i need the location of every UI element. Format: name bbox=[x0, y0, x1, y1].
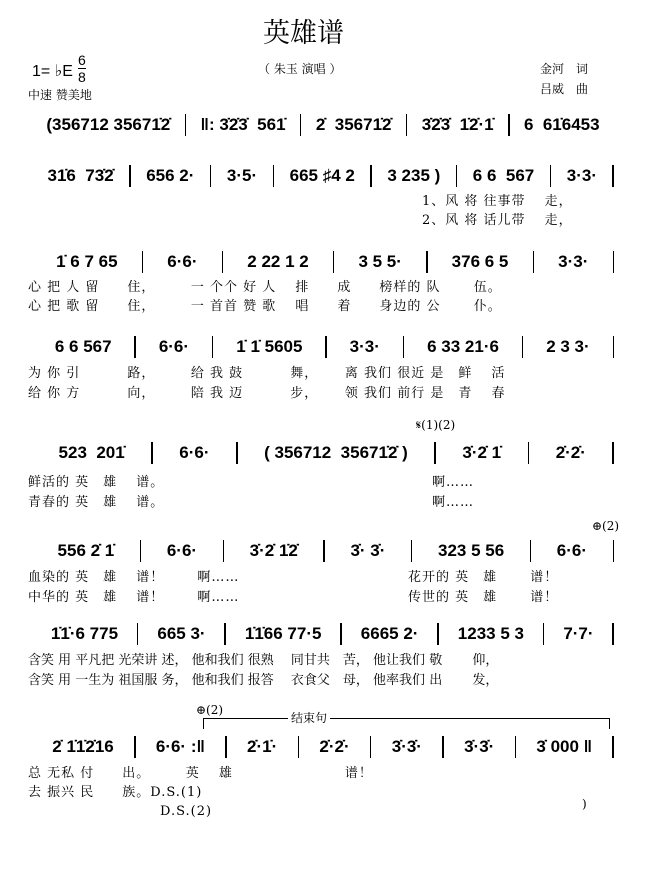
measure: 3·3· bbox=[558, 252, 589, 271]
ending-label: 结束句 bbox=[288, 711, 330, 725]
ending-bracket bbox=[203, 718, 610, 729]
barline bbox=[612, 442, 614, 464]
lyric-line: 鲜活的 英 雄 谱。 bbox=[28, 475, 165, 490]
segno-mark: 𝄋(1)(2) bbox=[416, 418, 456, 432]
measure: 6·6· bbox=[179, 443, 210, 462]
measure: 556 2̇ 1̇ bbox=[57, 541, 115, 560]
measure: 3 235 ) bbox=[387, 166, 441, 185]
lyric-line: 青春的 英 雄 谱。 bbox=[28, 495, 165, 510]
measure: 6·6· :‖ bbox=[155, 737, 205, 756]
performer: （ 朱玉 演唱 ） bbox=[258, 62, 342, 76]
measure: 3̇ 000 ‖ bbox=[536, 737, 593, 756]
tempo-marking: 中速 赞美地 bbox=[28, 88, 92, 102]
measure: 3̇·2̇ 1̇ bbox=[462, 443, 502, 462]
measure: 3̇·2̇ 1̇2̇ bbox=[249, 541, 298, 560]
lyric-line: 中华的 英 雄 谱！ 啊…… bbox=[28, 590, 240, 605]
lyric-line: 为 你 引 路， 给 我 鼓 舞， 离 我们 很近 是 鲜 活 bbox=[28, 366, 506, 381]
key-signature: 1= ♭E bbox=[32, 63, 73, 80]
measure: 3̇·3̇· bbox=[464, 737, 495, 756]
measure: 2̇ 35671̇2̇ bbox=[315, 115, 392, 134]
lyric-line: 啊…… bbox=[432, 475, 475, 490]
measure: 3·3· bbox=[566, 166, 597, 185]
notation-system bbox=[32, 113, 614, 137]
lyric-line: 传世的 英 雄 谱！ bbox=[408, 590, 559, 605]
measure: 665 3· bbox=[157, 624, 206, 643]
measure: 3̇· 3̇· bbox=[350, 541, 386, 560]
measure: 6·6· bbox=[166, 541, 198, 560]
song-title: 英雄谱 bbox=[263, 18, 344, 49]
measure: 2 22 1 2 bbox=[247, 252, 309, 271]
time-top: 6 bbox=[78, 52, 86, 68]
lyric-line: 2、风 将 话儿带 走， bbox=[422, 213, 573, 228]
measure: 6 6 567 bbox=[472, 166, 535, 185]
time-signature bbox=[78, 52, 86, 85]
measure: 523 201̇ bbox=[58, 443, 125, 462]
composer: 吕威 曲 bbox=[540, 82, 589, 96]
barline bbox=[613, 251, 615, 273]
measure: 6·6· bbox=[158, 337, 190, 356]
measure: 1̇1̇·6 775 bbox=[50, 624, 119, 643]
measure: 656 2· bbox=[146, 166, 195, 185]
lyric-line: 心 把 人 留 住， 一 个个 好 人 排 成 榜样的 队 伍。 bbox=[28, 280, 502, 295]
lyricist: 金河 词 bbox=[540, 62, 589, 76]
measure: 1̇ 1̇ 5605 bbox=[236, 337, 303, 356]
measure: 6·6· bbox=[556, 541, 587, 560]
measure: 6·6· bbox=[167, 252, 198, 271]
notation-system bbox=[32, 539, 614, 563]
measure: 3 5 5· bbox=[358, 252, 402, 271]
notation-system bbox=[32, 735, 614, 759]
measure: 6 6 567 bbox=[54, 337, 112, 356]
lyric-line: 给 你 方 向， 陪 我 迈 步， 领 我们 前行 是 青 春 bbox=[28, 386, 506, 401]
lyric-line: 1、风 将 往事带 走， bbox=[422, 194, 573, 209]
measure: 1̇ 6 7 65 bbox=[56, 252, 118, 271]
measure: 6665 2· bbox=[360, 624, 419, 643]
lyric-line: 花开的 英 雄 谱！ bbox=[408, 570, 559, 585]
measure: 376 6 5 bbox=[451, 252, 509, 271]
measure: 665 ♯4 2 bbox=[289, 166, 355, 185]
measure: ‖: 3̇2̇3̇ 561̇ bbox=[200, 115, 286, 134]
measure: 3·5· bbox=[226, 166, 258, 185]
lyric-line: D.S.(2) bbox=[160, 804, 213, 819]
lyric-line: 啊…… bbox=[432, 495, 475, 510]
measure: 3·3· bbox=[349, 337, 380, 356]
measure: (356712 35671̇2̇ bbox=[46, 115, 171, 134]
measure: 31̇6 73̇2̇ bbox=[47, 166, 114, 185]
coda-mark: ⊕(2) bbox=[592, 519, 620, 533]
lyric-line: 含笑 用 一生为 祖国服 务， 他和我们 报答 衣食父 母， 他率我们 出 发， bbox=[28, 673, 499, 688]
notation-system bbox=[32, 164, 614, 188]
measure: 2̇·2̇· bbox=[555, 443, 586, 462]
measure: 6 61̇6453 bbox=[523, 115, 600, 134]
measure: 7·7· bbox=[563, 624, 594, 643]
lyric-line: 含笑 用 平凡把 光荣讲 述， 他和我们 很熟 同甘共 苦， 他让我们 敬 仰， bbox=[28, 653, 499, 668]
coda-mark: ⊕(2) bbox=[196, 703, 224, 717]
measure: 1233 5 3 bbox=[457, 624, 524, 643]
barline bbox=[613, 336, 615, 358]
lyric-line: 心 把 歌 留 住， 一 首首 赞 歌 唱 着 身边的 公 仆。 bbox=[28, 299, 502, 314]
notation-system bbox=[32, 335, 614, 359]
measure: 3̇·3̇· bbox=[391, 737, 422, 756]
measure: 2̇·1̇· bbox=[247, 737, 278, 756]
measure: 3̇2̇3̇ 1̇2̇·1̇ bbox=[421, 115, 494, 134]
measure: 6 33 21·6 bbox=[427, 337, 499, 356]
notation-system bbox=[32, 250, 614, 274]
measure: 323 5 56 bbox=[437, 541, 505, 560]
measure: ( 356712 35671̇2̇ ) bbox=[264, 443, 408, 462]
lyric-line: 总 无私 付 出。 英 雄 谱！ bbox=[28, 766, 373, 781]
barline bbox=[613, 540, 615, 562]
measure: 2 3 3· bbox=[546, 337, 590, 356]
measure: 2̇·2̇· bbox=[319, 737, 350, 756]
measure: 2̇ 1̇1̇2̇16 bbox=[52, 737, 114, 756]
lyric-line: 血染的 英 雄 谱！ 啊…… bbox=[28, 570, 240, 585]
notation-system bbox=[32, 622, 614, 646]
lyric-line: 去 振兴 民 族。D.S.(1) bbox=[28, 785, 203, 800]
barline bbox=[612, 623, 614, 645]
time-bottom: 8 bbox=[78, 69, 86, 85]
barline bbox=[612, 165, 614, 187]
notation-system bbox=[32, 441, 614, 465]
measure: 1̇1̇66 77·5 bbox=[244, 624, 322, 643]
barline bbox=[612, 736, 614, 758]
stray-paren: ) bbox=[582, 797, 587, 811]
